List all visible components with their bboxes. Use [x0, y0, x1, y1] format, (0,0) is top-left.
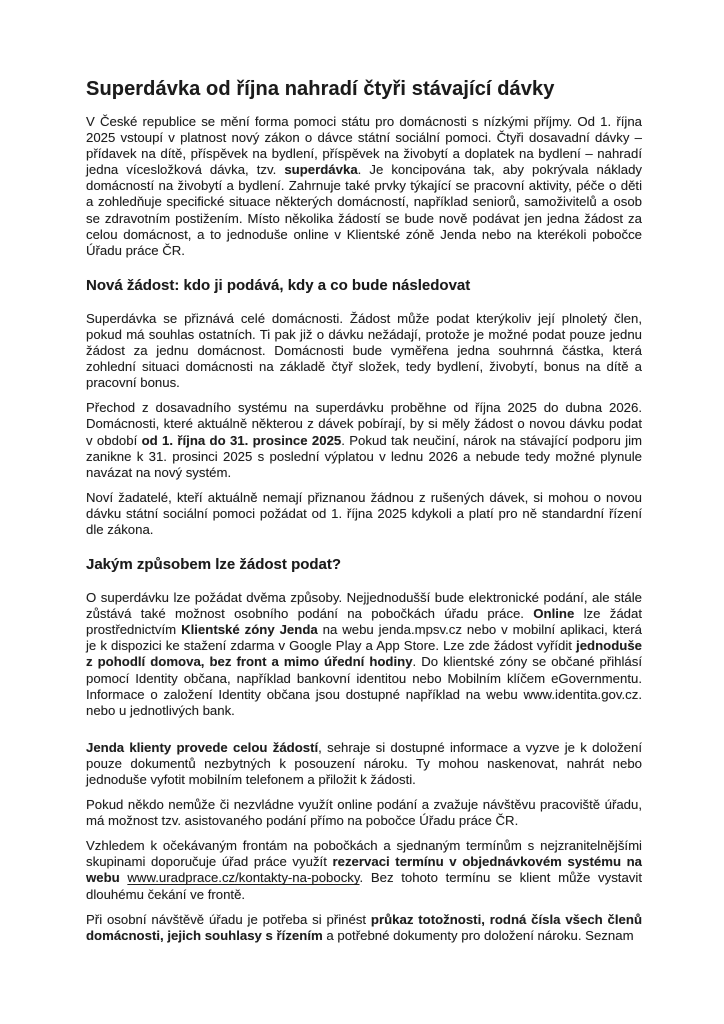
- text-run: O superdávku lze požádat dvěma způsoby. Nejjednodušší bude elektronické podání, ale stále zůstává také možnost osobního podání na pobočkách úřadu práce.: [86, 590, 642, 622]
- link-url: www.uradprace.cz/kontakty-na-pobocky: [127, 870, 360, 886]
- bold-text-run: Klientské zóny Jenda: [181, 622, 318, 638]
- document-body: [86, 114, 642, 944]
- document-content: [86, 78, 642, 953]
- text-run: . Do klientské zóny se občané přihlásí pomocí Identity občana, například bankovní identitou nebo Mobilním klíčem eGovernmentu. Informace o založení Identity občana jsou dostupné například na webu www.identita.gov.cz. nebo u jednotlivých bank.: [86, 654, 642, 718]
- paragraph: [86, 740, 642, 788]
- paragraph: [86, 797, 642, 829]
- bold-text-run: od 1. října do 31. prosince 2025: [141, 432, 342, 448]
- text-run: na webu jenda.mpsv.cz nebo v mobilní aplikaci, která je k dispozici ke stažení zdarma v Google Play a App Store. Lze zde žádost vyřídit: [86, 622, 642, 654]
- paragraph: [86, 400, 642, 480]
- bold-text-run: jednoduše z pohodlí domova, bez front a mimo úřední hodiny: [86, 638, 642, 670]
- bold-text-run: průkaz totožnosti, rodná čísla všech členů domácnosti, jejich souhlasy s řízením: [86, 911, 642, 943]
- bold-text-run: superdávka: [284, 162, 358, 178]
- text-run: . Pokud tak neučiní, nárok na stávající podporu jim zanikne k 31. prosinci 2025 s poslední výplatou v lednu 2026 a nebude tedy možné plynule navázat na nový systém.: [86, 432, 642, 480]
- text-run: lze žádat prostřednictvím: [86, 606, 642, 638]
- text-run: Pokud někdo nemůže či nezvládne využít online podání a zvažuje návštěvu pracoviště úřadu, má možnost tzv. asistovaného podání přímo na pobočce Úřadu práce ČR.: [86, 797, 642, 829]
- document-title: Superdávka od října nahradí čtyři stávající dávky: [86, 78, 555, 100]
- text-run: , sehraje si dostupné informace a vyzve je k doložení pouze dokumentů nezbytných k posouzení nároku. Ty mohou naskenovat, nahrát nebo jednoduše vyfotit mobilním telefonem a přiložit k žádosti.: [86, 739, 642, 787]
- text-run: Přechod z dosavadního systému na superdávku proběhne od října 2025 do dubna 2026. Domácnosti, které aktuálně některou z dávek pobírají, by si měly žádost o novou dávku podat v období: [86, 400, 642, 448]
- section-heading: Nová žádost: kdo ji podává, kdy a co bude následovat: [86, 276, 471, 294]
- text-run: Vzhledem k očekávaným frontám na pobočkách a sjednaným termínům s nejzranitelnějšími skupinami doporučuje úřad práce využít: [86, 838, 642, 870]
- text-run: Noví žadatelé, kteří aktuálně nemají přiznanou žádnou z rušených dávek, si mohou o novou dávku státní sociální pomoci požádat od 1. října 2025 kdykoli a platí pro ně standardní řízení dle zákona.: [86, 489, 642, 537]
- paragraph: [86, 490, 642, 538]
- paragraph: [86, 590, 642, 719]
- paragraph: [86, 912, 642, 944]
- text-run: . Je koncipována tak, aby pokrývala náklady domácností na živobytí a bydlení. Zahrnuje také prvky týkající se pracovní aktivity, péče o děti a zohledňuje specifické situace některých domácností, například seniorů, samoživitelů a osob se zdravotním postižením. Místo několika žádostí se bude nově podávat jen jedna žádost za celou domácnost, a to jednoduše online v Klientské zóně Jenda nebo na kterékoli pobočce Úřadu práce ČR.: [86, 162, 642, 258]
- text-run: Superdávka se přiznává celé domácnosti. Žádost může podat kterýkoliv její plnoletý člen, pokud má souhlas ostatních. Ti pak již o dávku nežádají, protože je možné podat pouze jednu žádost za jednu domácnost. Domácnosti bude vyměřena jedna souhrnná částka, která zohlední situaci domácnosti na základě čtyř složek, tedy bydlení, živobytí, bonus na dítě a pracovní bonus.: [86, 310, 642, 391]
- text-run: Při osobní návštěvě úřadu je potřeba si přinést: [86, 911, 371, 927]
- paragraph: [86, 311, 642, 391]
- text-run: . Bez tohoto termínu se klient může vystavit dlouhému čekání ve frontě.: [86, 870, 642, 902]
- bold-text-run: Jenda klienty provede celou žádostí: [86, 739, 319, 755]
- bold-text-run: rezervaci termínu v objednávkovém systému na webu: [86, 854, 642, 886]
- paragraph: [86, 838, 642, 902]
- section-heading: Jakým způsobem lze žádost podat?: [86, 556, 342, 574]
- text-run: a potřebné dokumenty pro doložení nároku. Seznam: [322, 927, 634, 943]
- text-run: V České republice se mění forma pomoci státu pro domácnosti s nízkými příjmy. Od 1. října 2025 vstoupí v platnost nový zákon o dávce státní sociální pomoci. Čtyři dosavadní dávky – přídavek na dítě, příspěvek na bydlení, příspěvek na živobytí a doplatek na bydlení – nahradí jedna vícesložková dávka, tzv.: [86, 114, 642, 178]
- bold-text-run: Online: [533, 606, 575, 622]
- paragraph: [86, 114, 642, 259]
